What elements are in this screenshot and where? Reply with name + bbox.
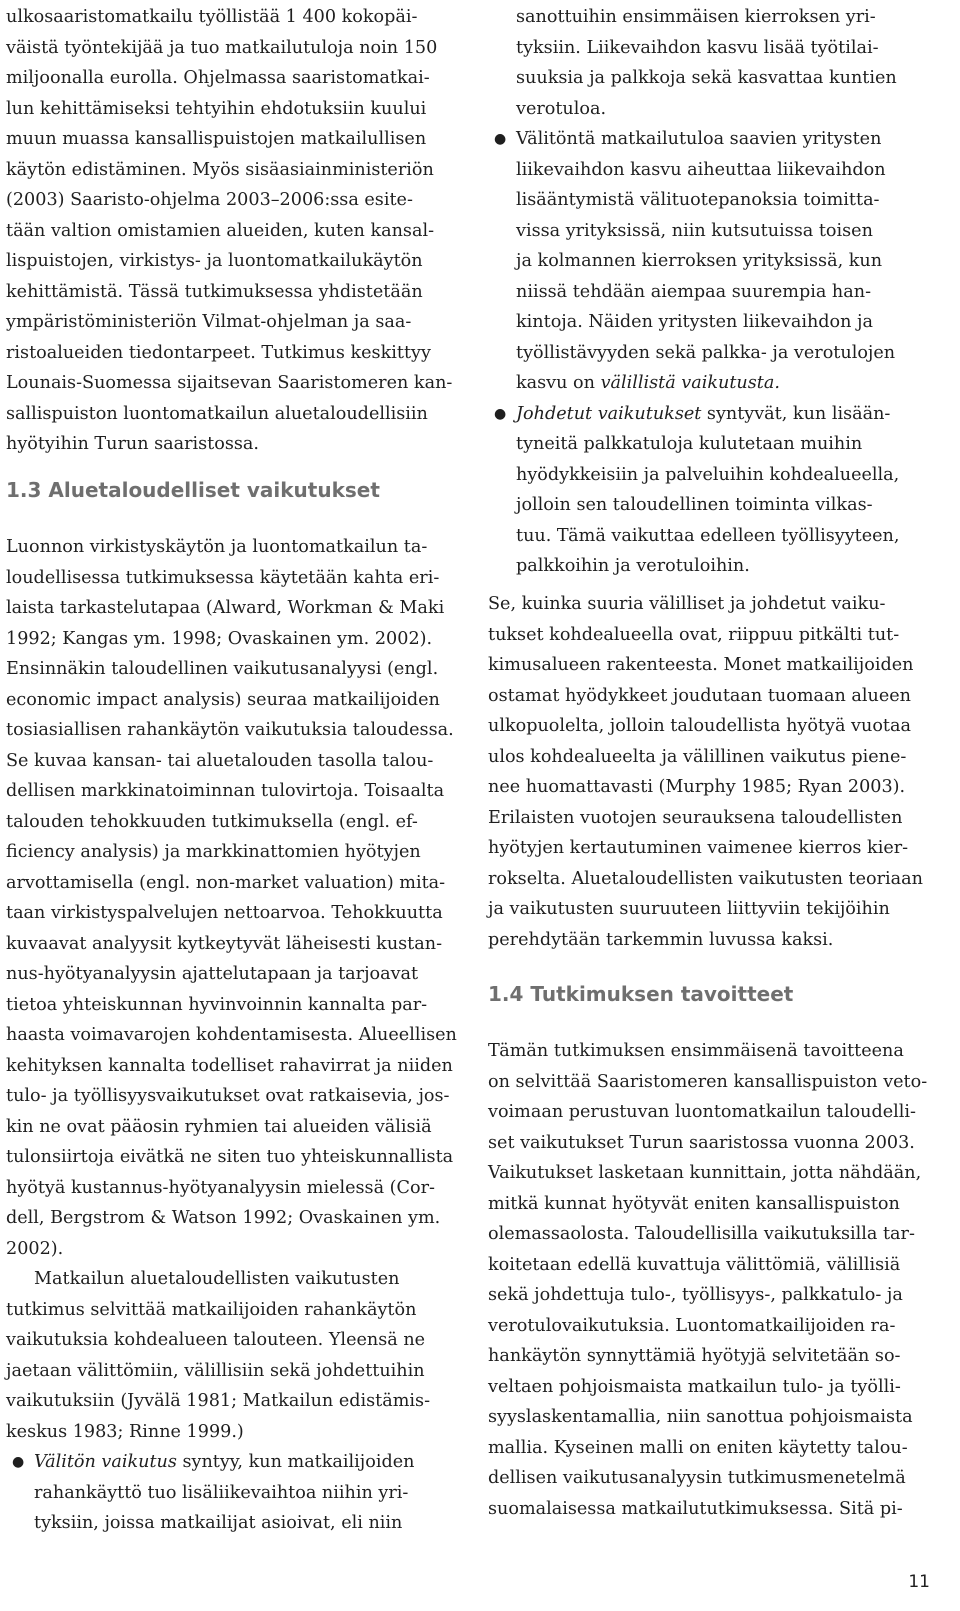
text-line: verotuloa.	[516, 98, 607, 119]
text-fragment: syntyy, kun matkailijoiden	[176, 1452, 415, 1472]
text-line: on selvittää Saaristomeren kansallispuiston veto-	[488, 1071, 928, 1092]
text-line: ympäristöministeriön Vilmat-ohjelman ja saa-	[6, 312, 412, 332]
text-line: mitkä kunnat hyötyvät eniten kansallispuiston	[488, 1193, 900, 1214]
text-line: vaikutuksia kohdealueen talouteen. Yleensä ne	[6, 1330, 426, 1350]
text-line: kintoja. Näiden yritysten liikevaihdon ja	[516, 312, 874, 332]
text-line: kehityksen kannalta todelliset rahavirrat ja niiden	[6, 1055, 453, 1076]
text-line: jaetaan välittömiin, välillisiin sekä johdettuihin	[6, 1360, 425, 1381]
bullet-icon: ●	[12, 1454, 25, 1470]
text-line: tyneitä palkkatuloja kulutetaan muihin	[516, 434, 863, 454]
text-line: dellisen markkinatoiminnan tulovirtoja. Toisaalta	[6, 781, 445, 801]
text-line: set vaikutukset Turun saaristossa vuonna 2003.	[488, 1132, 915, 1153]
text-line: ristoalueiden tiedontarpeet. Tutkimus keskittyy	[6, 342, 431, 363]
text-line: työllistävyyden sekä palkka- ja verotulojen	[516, 342, 896, 363]
bullet-list-continued	[488, 2, 899, 582]
text-line: syyslaskentamallia, niin sanottua pohjoismaista	[488, 1407, 913, 1427]
text-line: tutkimus selvittää matkailijoiden rahankäytön	[6, 1299, 417, 1320]
text-line: rahankäyttö tuo lisäliikevaihtoa niihin yri-	[34, 1482, 409, 1503]
text-line: ulkopuolelta, jolloin taloudellista hyötyä vuotaa	[488, 716, 911, 736]
text-line: ja kolmannen kierroksen yrityksissä, kun	[516, 251, 883, 271]
text-line: (2003) Saaristo-ohjelma 2003–2006:ssa esite-	[6, 190, 413, 210]
text-line: lun kehittämiseksi tehtyihin ehdotuksiin kuului	[6, 98, 427, 119]
text-line: rokselta. Aluetaloudellisten vaikutusten teoriaan	[488, 868, 923, 889]
text-line: tyksiin. Liikevaihdon kasvu lisää työtilai-	[516, 37, 879, 58]
text-line: haasta voimavarojen kohdentamisesta. Alueellisen	[6, 1025, 457, 1045]
text-line: hyötyjen kertautuminen vaimenee kierros kier-	[488, 838, 909, 858]
text-line: Lounais-Suomessa sijaitsevan Saaristomeren kan-	[6, 373, 453, 393]
text-line: ulos kohdealueelta ja välillinen vaikutus piene-	[488, 746, 907, 767]
text-line: Erilaisten vuotojen seurauksena taloudellisten	[488, 807, 903, 828]
text-line: hankäytön synnyttämiä hyötyjä selvitetään so-	[488, 1346, 901, 1366]
text-line	[488, 368, 899, 399]
text-line: ulkosaaristomatkailu työllistää 1 400 kokopäi-	[6, 7, 418, 27]
text-line: sanottuihin ensimmäisen kierroksen yri-	[516, 7, 876, 27]
text-line: nus-hyötyanalyysin ajattelutapaan ja tarjoavat	[6, 964, 419, 984]
paragraph-leakage	[488, 589, 923, 955]
text-line: olemassaolosta. Taloudellisilla vaikutuksilla tar-	[488, 1224, 915, 1244]
bullet-item-direct	[6, 1447, 457, 1478]
text-line: tosiasiallisen rahankäytön vaikutuksia taloudessa.	[6, 720, 454, 740]
text-line: dellisen vaikutusanalyysin tutkimusmenetelmä	[488, 1468, 906, 1488]
text-line: tietoa yhteiskunnan hyvinvoinnin kannalta par-	[6, 994, 428, 1015]
text-line: käytön edistäminen. Myös sisäasiainministeriön	[6, 159, 434, 180]
text-line: Se kuvaa kansan- tai aluetalouden tasolla talou-	[6, 750, 434, 771]
text-fragment: Välitöntä matkailutuloa saavien yritysten	[516, 129, 882, 149]
text-line: economic impact analysis) seuraa matkailijoiden	[6, 689, 440, 710]
text-line: Se, kuinka suuria välilliset ja johdetut vaiku-	[488, 594, 886, 614]
text-line: Ensinnäkin taloudellinen vaikutusanalyysi (engl.	[6, 659, 439, 679]
text-line: talouden tehokkuuden tutkimuksella (engl. ef-	[6, 811, 418, 832]
text-line: voimaan perustuvan luontomatkailun taloudelli-	[488, 1102, 916, 1122]
text-line: ja vaikutusten suuruuteen liittyviin tekijöihin	[488, 899, 890, 919]
text-line: sallispuiston luontomatkailun aluetaloudellisiin	[6, 403, 428, 424]
text-line: Matkailun aluetaloudellisten vaikutusten	[34, 1269, 400, 1289]
text-line: vaikutuksiin (Jyvälä 1981; Matkailun edistämis-	[6, 1391, 431, 1411]
text-fragment: kasvu on	[516, 373, 601, 393]
text-line: tuu. Tämä vaikuttaa edelleen työllisyyteen,	[516, 525, 900, 546]
text-line: hyödykkeisiin ja palveluihin kohdealueella,	[516, 464, 900, 485]
bullet-term: välillistä vaikutusta.	[600, 373, 780, 393]
section-heading-1-3: 1.3 Aluetaloudelliset vaikutukset	[6, 478, 380, 502]
text-line: sekä johdettuja tulo-, työllisyys-, palkkatulo- ja	[488, 1285, 903, 1305]
text-line: veltaen pohjoismaista matkailun tulo- ja työlli-	[488, 1376, 901, 1397]
text-line: verotulovaikutuksia. Luontomatkailijoiden ra-	[488, 1315, 896, 1336]
text-line: lispuistojen, virkistys- ja luontomatkailukäytön	[6, 251, 423, 271]
bullet-item-induced	[488, 399, 899, 430]
text-line: 2002).	[6, 1238, 64, 1259]
bullet-term: Johdetut vaikutukset	[516, 403, 702, 424]
text-line: väistä työntekijää ja tuo matkailutuloja noin 150	[6, 37, 438, 58]
text-line: Tämän tutkimuksen ensimmäisenä tavoitteena	[488, 1041, 904, 1061]
text-line: nee huomattavasti (Murphy 1985; Ryan 2003).	[488, 777, 906, 797]
text-line: lisääntymistä välituotepanoksia toimitta-	[516, 190, 880, 210]
bullet-item-indirect	[488, 124, 899, 155]
text-line: niissä tehdään aiempaa suurempia han-	[516, 281, 872, 302]
text-line: arvottamisella (engl. non-market valuation) mita-	[6, 872, 446, 893]
text-line: Luonnon virkistyskäytön ja luontomatkailun ta-	[6, 537, 428, 557]
text-line: suomalaisessa matkailututkimuksessa. Sitä pi-	[488, 1498, 903, 1519]
text-fragment: syntyvät, kun lisään-	[701, 403, 891, 424]
text-line: perehdytään tarkemmin luvussa kaksi.	[488, 929, 834, 950]
text-line: ostamat hyödykkeet joudutaan tuomaan alueen	[488, 685, 912, 706]
text-line: hyötyä kustannus-hyötyanalyysin mielessä (Cor-	[6, 1177, 435, 1198]
text-line: tulonsiirtoja eivätkä ne siten tuo yhteiskunnallista	[6, 1147, 454, 1167]
text-line: jolloin sen taloudellinen toiminta vilkas-	[516, 495, 873, 515]
text-line: kuvaavat analyysit kytkeytyvät läheisesti kustan-	[6, 933, 443, 954]
text-line: mallia. Kyseinen malli on eniten käytetty talou-	[488, 1437, 908, 1458]
text-line: koitetaan edellä kuvattuja välittömiä, välillisiä	[488, 1254, 901, 1275]
text-line: liikevaihdon kasvu aiheuttaa liikevaihdon	[516, 159, 886, 180]
section-heading-1-4: 1.4 Tutkimuksen tavoitteet	[488, 982, 794, 1006]
paragraph-objectives	[488, 1036, 927, 1524]
text-line: kin ne ovat pääosin ryhmien tai alueiden välisiä	[6, 1116, 432, 1137]
text-line: suuksia ja palkkoja sekä kasvattaa kuntien	[516, 68, 897, 88]
text-line: kehittämistä. Tässä tutkimuksessa yhdistetään	[6, 281, 423, 302]
text-line: tyksiin, joissa matkailijat asioivat, eli niin	[34, 1513, 403, 1533]
text-line: dell, Bergstrom & Watson 1992; Ovaskainen ym.	[6, 1208, 441, 1228]
bullet-icon: ●	[494, 131, 507, 147]
text-line: vissa yrityksissä, niin kutsutuissa toisen	[516, 220, 873, 241]
paragraph-methods	[6, 532, 457, 1539]
text-line: keskus 1983; Rinne 1999.)	[6, 1421, 244, 1442]
text-line: muun muassa kansallispuistojen matkailullisen	[6, 129, 427, 149]
bullet-term: Välitön vaikutus	[34, 1452, 177, 1472]
text-line: miljoonalla eurolla. Ohjelmassa saaristomatkai-	[6, 68, 430, 88]
text-line: taan virkistyspalvelujen nettoarvoa. Tehokkuutta	[6, 903, 443, 923]
text-line: loudellisessa tutkimuksessa käytetään kahta eri-	[6, 567, 440, 588]
text-line: ficiency analysis) ja markkinattomien hyötyjen	[6, 842, 421, 862]
text-line: tulo- ja työllisyysvaikutukset ovat ratkaisevia, jos-	[6, 1086, 450, 1106]
text-line: 1992; Kangas ym. 1998; Ovaskainen ym. 2002).	[6, 628, 433, 649]
text-line: laista tarkastelutapaa (Alward, Workman & Maki	[6, 598, 445, 618]
text-line: kimusalueen rakenteesta. Monet matkailijoiden	[488, 655, 914, 675]
page-number: 11	[908, 1572, 930, 1592]
text-line: tään valtion omistamien alueiden, kuten kansal-	[6, 220, 435, 241]
paragraph-intro	[6, 2, 452, 460]
text-line: Vaikutukset lasketaan kunnittain, jotta nähdään,	[488, 1163, 922, 1183]
text-line: palkkoihin ja verotuloihin.	[516, 556, 750, 576]
bullet-icon: ●	[494, 405, 507, 422]
text-line: hyötyihin Turun saaristossa.	[6, 434, 259, 454]
text-line: tukset kohdealueella ovat, riippuu pitkälti tut-	[488, 624, 900, 645]
